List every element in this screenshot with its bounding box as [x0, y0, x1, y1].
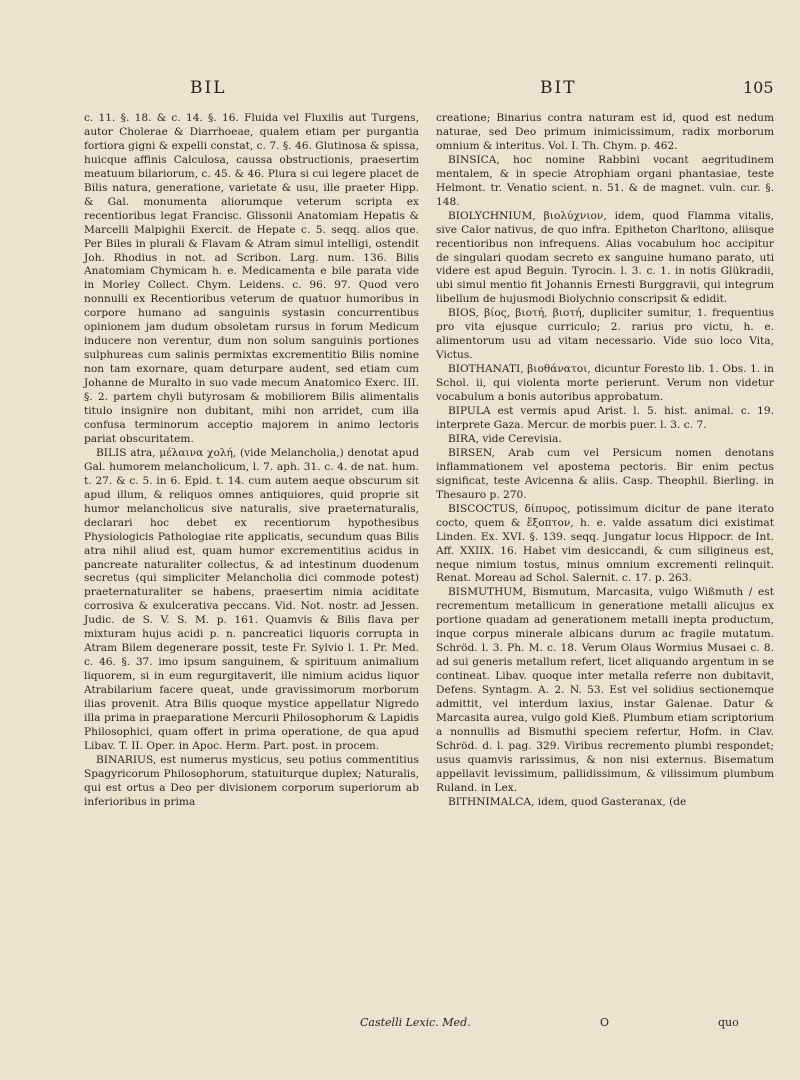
entry-binsica: BINSICA, hoc nomine Rabbini vocant aegritudinem mentalem, & in specie Atrophiam organi phantasiae, teste Helmont. tr. Venatio scient. n. 51. & de magnet. vuln. cur. §. 148.: [436, 153, 774, 208]
entry-biscoctus: BISCOCTUS, δίπυρος, potissimum dicitur de pane iterato cocto, quem & ἔξοπτον, h. e. valde assatum dici existimat Linden. Ex. XVI. §. 139. seqq. Jungatur locus Hippocr. de Int. Aff. XXIIX. 16. Habet vim desiccandi, & cum siligineus est, neque nimium tostus, minus omnium excrementi relinquit. Renat. Moreau ad Schol. Salernit. c. 17. p. 263.: [436, 502, 774, 585]
left-column: [84, 112, 419, 810]
entry-bilis-continued: c. 11. §. 18. & c. 14. §. 16. Fluida vel Fluxilis aut Turgens, autor Cholerae & Diarrhoeae, qualem etiam per purgantia fortiora gigni & expelli constat, c. 7. §. 46. Glutinosa & spissa, huicque affinis Calculosa, caussa obstructionis, praesertim meatuum bilariorum, c. 45. & 46. Plura si cui legere placet de Bilis natura, generatione, varietate & usu, ille praeter Hipp. & Gal. monumenta aliorumque veterum scripta ex recentioribus legat Francisc. Glissonii Anatomiam Hepatis & Marcelli Malpighii Exercit. de Hepate c. 5. seqq. alios que. Per Biles in plurali & Flavam & Atram simul intelligi, ostendit Joh. Rhodius in not. ad Scribon. Larg. num. 136. Bilis Anatomiam Chymicam h. e. Medicamenta e bile parata vide in Morley Collect. Chym. Leidens. c. 96. 97. Quod vero nonnulli ex Recentioribus veterum de quatuor humoribus in corpore humano ad sanguinis systasin concurrentibus opinionem jam dudum obsoletam rursus in forum Medicum inducere non verentur, dum non solum sanguinis portiones sulphureas cum salinis permixtas excrementitio Bilis nomine non tam exornare, quam deturpare audent, sed etiam cum Johanne de Muralto in suo vade mecum Anatomico Exerc. III. §. 2. partem chyli butyrosam & mobiliorem Bilis alimentalis titulo insignire non dubitant, mihi non arridet, cum illa confusa terminorum acceptio majorem in animo lectoris pariat obscuritatem.: [84, 112, 419, 445]
header-right-keyword: BIT: [540, 78, 577, 98]
entry-bithnimalca: BITHNIMALCA, idem, quod Gasteranax, (de: [448, 795, 687, 808]
entry-bismuthum: BISMUTHUM, Bismutum, Marcasita, vulgo Wißmuth / est recrementum metallicum in generatione metalli alicujus ex portione quadam ad generationem metalli inepta productum, inque corpus minerale albicans durum ac fragile mutatum. Schröd. l. 3. Ph. M. c. 18. Verum Olaus Wormius Musaei c. 8. ad sui generis metallum refert, licet aliquando argentum in se contineat. Libav. quoque inter metalla referre non dubitavit, Defens. Syntagm. A. 2. N. 53. Est vel solidius sectionemque admittit, vel interdum laxius, instar Galenae. Datur & Marcasita aurea, vulgo gold Kieß. Plumbum etiam scriptorium a nonnullis ad Bismuthi speciem refertur, Hofm. in Clav. Schröd. d. l. pag. 329. Viribus recremento plumbi respondet; usus quamvis rarissimus, & non nisi externus. Bisematum appellavit levissimum, pallidissimum, & vilissimum plumbum Ruland. in Lex.: [436, 586, 774, 794]
entry-biolychnium: BIOLYCHNIUM, βιολύχνιον, idem, quod Flamma vitalis, sive Calor nativus, de quo infra. Epitheton Charltono, aliisque recentioribus non infrequens. Alias vocabulum hoc accipitur de singulari quodam secreto ex sanguine humano parato, uti videre est apud Beguin. Tyrocin. l. 3. c. 1. in notis Glükradii, ubi simul mentio fit Johannis Ernesti Burggravii, qui integrum libellum de hujusmodi Biolychnio conscripsit & edidit.: [436, 209, 774, 306]
right-catchword: quo: [718, 1016, 739, 1029]
entry-birsen: BIRSEN, Arab cum vel Persicum nomen denotans inflammationem vel apostema pectoris. Bir enim pectus significat, teste Avicenna & aliis. Casp. Theophil. Bierling. in Thesauro p. 270.: [436, 446, 774, 501]
running-header: [0, 78, 800, 108]
entry-binarius-continued: creatione; Binarius contra naturam est id, quod est nedum naturae, sed Deo primum inimicissimum, radix morborum omnium & interitus. Vol. I. Th. Chym. p. 462.: [436, 112, 774, 152]
signature-mark: O: [600, 1016, 610, 1029]
left-catchword: Castelli Lexic. Med.: [360, 1016, 471, 1029]
entry-bipula: BIPULA est vermis apud Arist. l. 5. hist. animal. c. 19. interprete Gaza. Mercur. de morbis puer. l. 3. c. 7.: [436, 405, 774, 431]
entry-bilis-atra: BILIS atra, μέλαινα χολή, (vide Melancholia,) denotat apud Gal. humorem melancholicum, l. 7. aph. 31. c. 4. de nat. hum. t. 27. & c. 5. in 6. Epid. t. 14. cum autem aeque obscurum sit apud illum, & reliquos omnes antiquiores, quid proprie sit humor melancholicus sive naturalis, sive praeternaturalis, declarari hoc debet ex recentiorum hypothesibus Physiologicis Pathologiae rite applicatis, secundum quas Bilis atra nihil aliud est, quam humor excrementitius acidus in pancreate naturaliter collectus, & ad intestinum duodenum secretus (qui simpliciter Melancholia dici commode potest) praeternaturaliter se habens, praesertim nimia aciditate corrosiva & exulcerativa peccans. Vid. Not. nostr. ad Jessen. Judic. de S. V. S. M. p. 161. Quamvis & Bilis flava per mixturam hujus acidi p. n. pancreatici liquoris corrupta in Atram Bilem degenerare possit, teste Fr. Sylvio l. 1. Pr. Med. c. 46. §. 37. imo ipsum sanguinem, & spirituum animalium liquorem, si in eum regurgitaverit, ille nimium acidus liquor Atrabilarium facere queat, unde gravissimorum morborum ilias provenit. Atra Bilis quoque mystice appellatur Nigredo illa prima in praeparatione Mercurii Philosophorum & Lapidis Philosophici, quam offert in prima operatione, de qua apud Libav. T. II. Oper. in Apoc. Herm. Part. post. in procem.: [84, 446, 419, 752]
entry-biothanati: BIOTHANATI, βιοθάνατοι, dicuntur Foresto lib. 1. Obs. 1. in Schol. ii, qui violenta morte perierunt. Verum non videtur vocabulum a bonis autoribus approbatum.: [436, 363, 774, 404]
header-left-keyword: BIL: [190, 78, 227, 98]
right-column: [436, 112, 774, 810]
entry-bios: BIOS, βίος, βιοτή, βιοτή, dupliciter sumitur, 1. frequentius pro vita ejusque curriculo; 2. rarius pro victu, h. e. alimentorum usu ad vitam necessario. Vide suo loco Vita, Victus.: [436, 307, 774, 362]
entry-binarius: BINARIUS, est numerus mysticus, seu potius commentitius Spagyricorum Philosophorum, statuiturque duplex; Naturalis, qui est ortus a Deo per divisionem corporum superiorum ab inferioribus in prima: [84, 753, 419, 808]
page-number: 105: [743, 78, 774, 97]
entry-bira: BIRA, vide Cerevisia.: [448, 432, 562, 445]
